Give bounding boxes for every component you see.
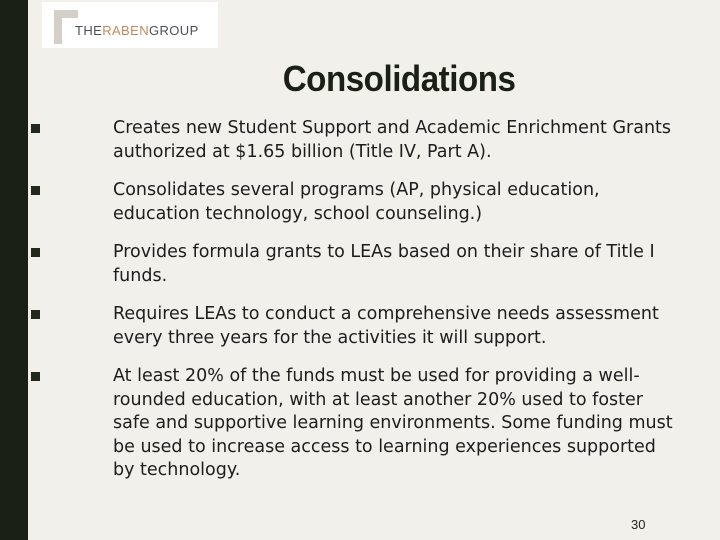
bullet-item: [113, 179, 673, 226]
bullet-text: Creates new Student Support and Academic Enrichment Grants authorized at $1.65 billion (Title IV, Part A).: [113, 118, 672, 162]
bullet-text: Provides formula grants to LEAs based on their share of Title I funds.: [113, 242, 655, 286]
logo-text-group: GROUP: [149, 23, 199, 38]
bullet-item: [113, 365, 673, 483]
bullet-text: At least 20% of the funds must be used for providing a well-rounded education, with at least another 20% used to foster safe and supportive learning environments. Some funding must be used to increase access to learning experiences supported by technology.: [113, 366, 673, 480]
bullet-item: [113, 117, 673, 164]
bullet-text: Consolidates several programs (AP, physical education, education technology, school counseling.): [113, 180, 600, 224]
bullet-square-icon: [31, 186, 40, 195]
logo-text-raben: RABEN: [102, 23, 149, 38]
logo-text-the: THE: [75, 23, 103, 38]
bullet-square-icon: [31, 372, 40, 381]
bullet-list: [113, 117, 673, 498]
page-number: 30: [631, 517, 646, 532]
logo-wordmark: [75, 23, 199, 38]
left-accent-bar: [0, 0, 28, 540]
bullet-item: [113, 303, 673, 350]
bullet-square-icon: [31, 248, 40, 257]
company-logo: [42, 2, 218, 48]
bullet-item: [113, 241, 673, 288]
bullet-square-icon: [31, 310, 40, 319]
slide-title: Consolidations: [282, 58, 516, 99]
bullet-text: Requires LEAs to conduct a comprehensive needs assessment every three years for the activities it will support.: [113, 304, 659, 348]
bullet-square-icon: [31, 124, 40, 133]
